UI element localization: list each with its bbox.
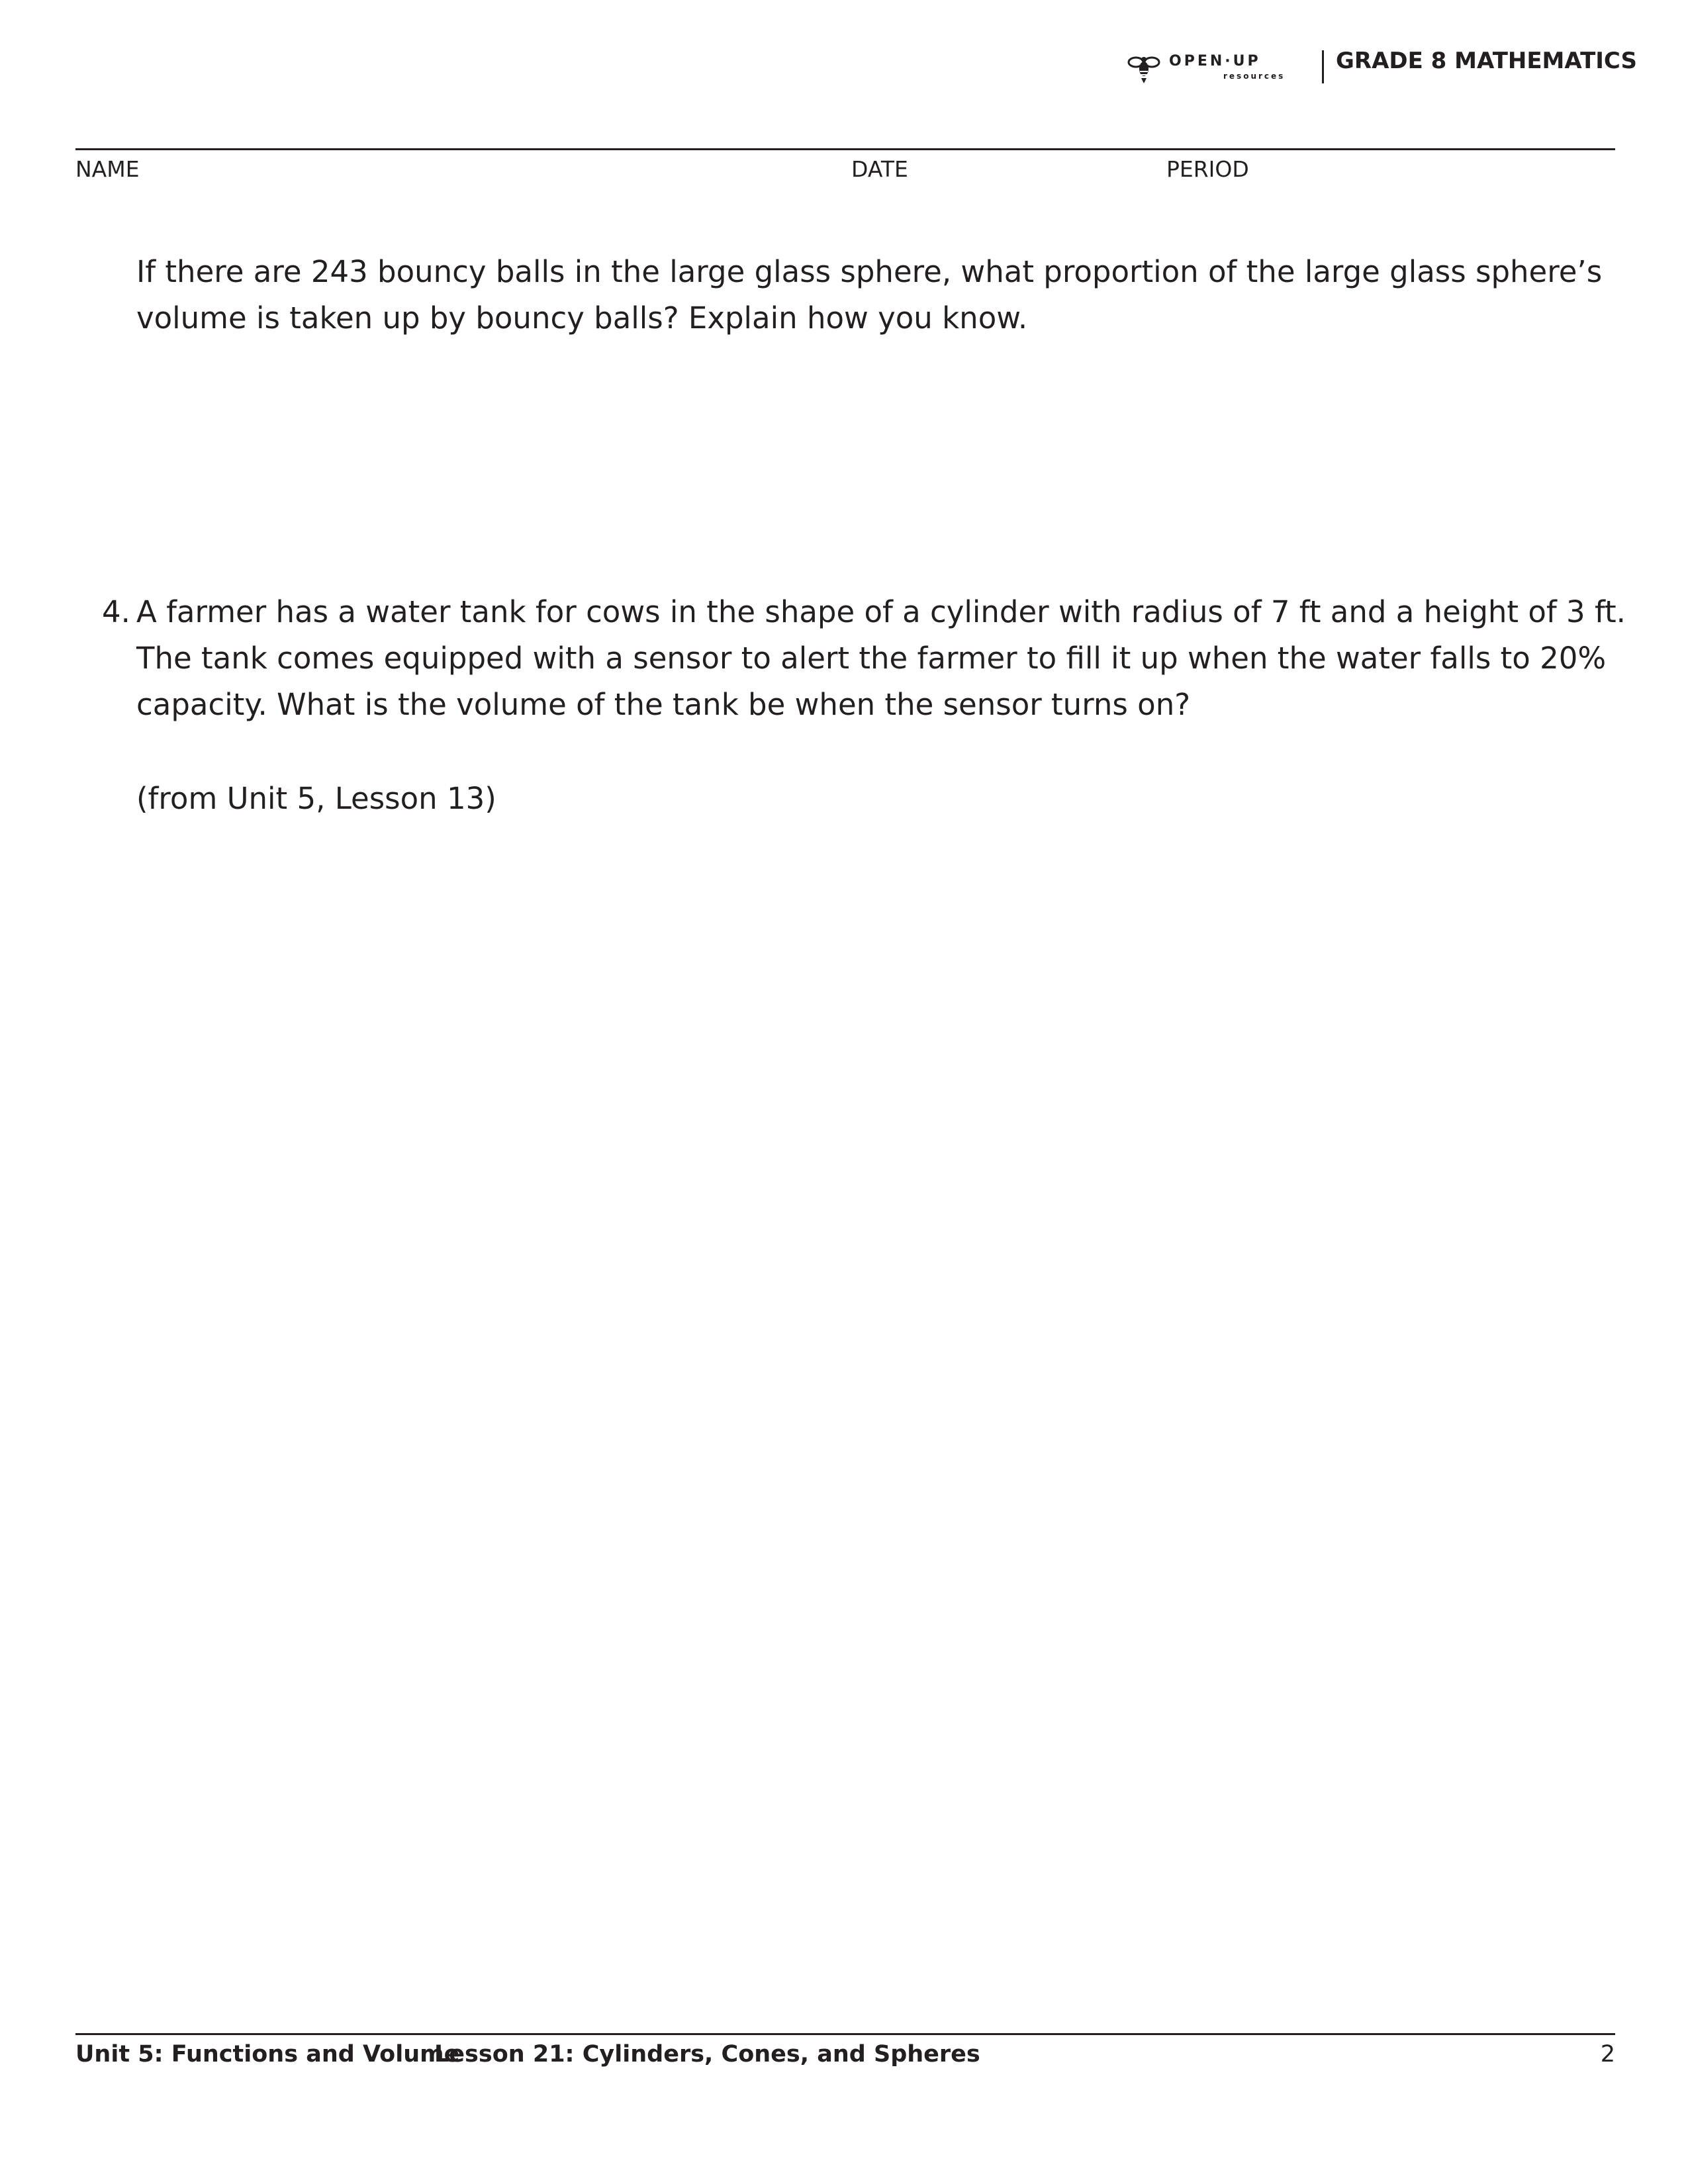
paragraph-line: A farmer has a water tank for cows in the shape of a cylinder with radius of 7 ft and a height of 3 ft. [136, 594, 1626, 629]
footer-lesson: Lesson 21: Cylinders, Cones, and Spheres [434, 2041, 980, 2068]
paragraph-line: If there are 243 bouncy balls in the large glass sphere, what proportion of the large glass sphere’s [136, 254, 1603, 289]
header-divider [1322, 50, 1324, 83]
footer-unit: Unit 5: Functions and Volume [75, 2041, 460, 2068]
date-label: DATE [851, 156, 908, 182]
page-number: 2 [1600, 2041, 1615, 2068]
question-4-text [136, 589, 1626, 728]
name-line-rule [75, 148, 1615, 150]
paragraph-line: The tank comes equipped with a sensor to alert the farmer to fill it up when the water falls to 20% [136, 641, 1607, 676]
source-reference: (from Unit 5, Lesson 13) [136, 781, 496, 816]
course-title: GRADE 8 MATHEMATICS [1336, 48, 1637, 74]
period-label: PERIOD [1166, 156, 1249, 182]
name-label: NAME [75, 156, 140, 182]
publisher-logo [1125, 49, 1291, 86]
paragraph-line: volume is taken up by bouncy balls? Explain how you know. [136, 300, 1028, 336]
paragraph-line: capacity. What is the volume of the tank be when the sensor turns on? [136, 687, 1191, 722]
logo-subtext: resources [1223, 71, 1286, 81]
question-3-continuation [136, 249, 1619, 341]
bee-icon [1125, 49, 1162, 86]
logo-wordmark: OPEN·UP [1169, 53, 1261, 69]
question-4-source [136, 776, 1619, 822]
question-4-number: 4. [102, 594, 130, 629]
footer-rule [75, 2033, 1615, 2035]
